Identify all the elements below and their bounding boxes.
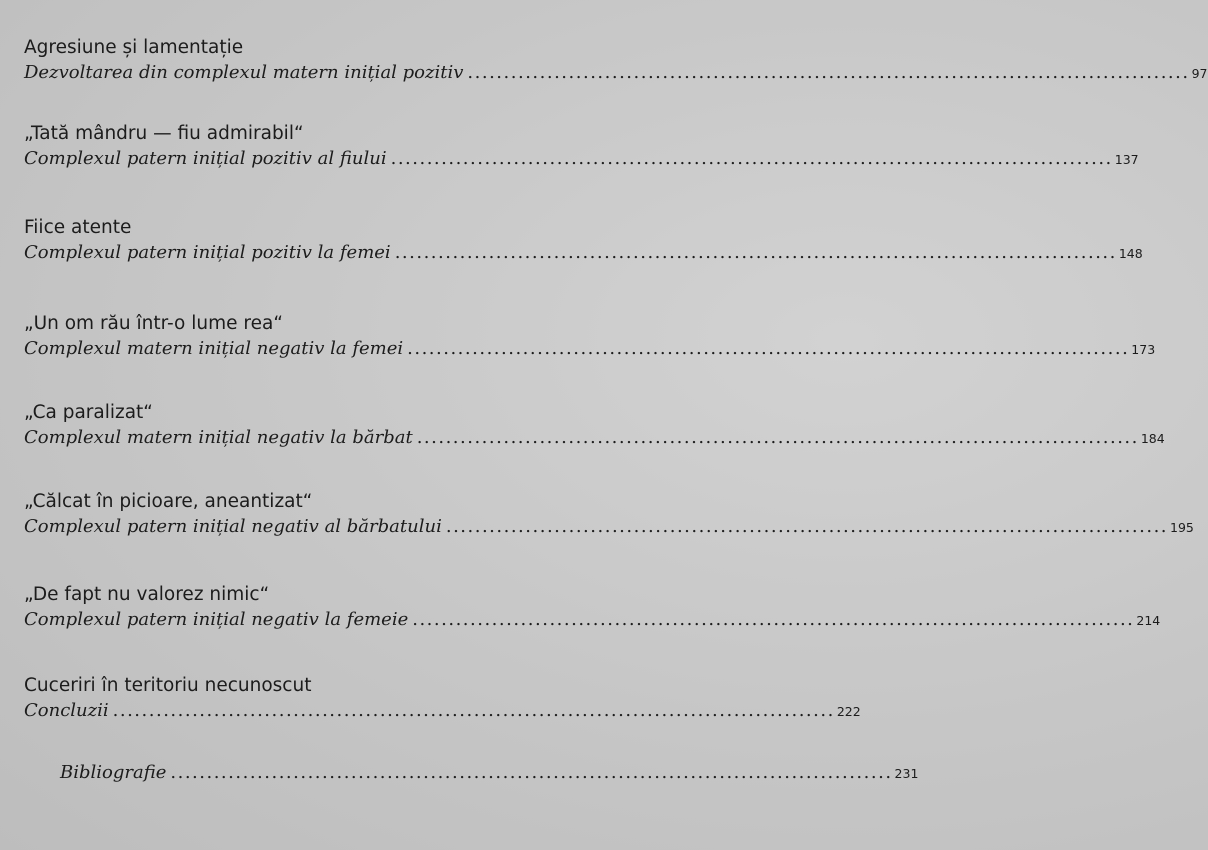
chapter-subtitle: Complexul matern inițial negativ la femei [24,338,404,359]
chapter-title: Agresiune și lamentație [24,37,244,58]
dot-leader: .................................................................................................... [412,609,1135,630]
chapter-subtitle-line [24,426,1165,451]
page-number: 137 [1114,152,1139,167]
toc-entry-proud-father [24,122,1139,172]
dot-leader: .................................................................................................... [467,62,1190,83]
chapter-subtitle-line [24,147,1139,172]
dot-leader: .................................................................................................... [394,242,1117,263]
chapter-title: Cuceriri în teritoriu necunoscut [24,675,312,696]
page-number: 195 [1170,520,1194,535]
chapter-subtitle-line [24,241,1143,266]
chapter-subtitle: Concluzii [24,700,109,721]
chapter-title: „Călcat în picioare, aneantizat“ [24,491,313,512]
chapter-subtitle-line [24,337,1156,362]
chapter-title: „De fapt nu valorez nimic“ [24,584,270,605]
chapter-title: „Tată mândru — fiu admirabil“ [24,123,304,144]
chapter-subtitle-line [24,608,1161,633]
chapter-subtitle: Complexul patern inițial pozitiv al fiului [24,148,387,169]
page-number: 214 [1136,613,1161,628]
toc-entry-aggression [24,36,1208,86]
page-number: 222 [836,704,861,719]
chapter-title: „Un om rău într-o lume rea“ [24,313,283,334]
chapter-title: Fiice atente [24,217,132,238]
chapter-subtitle-line [24,61,1208,86]
toc-entry-bibliography [60,760,919,786]
toc-entry-conquests [24,674,861,724]
dot-leader: .................................................................................................... [390,148,1113,169]
toc-entry-trampled [24,490,1194,540]
toc-entry-paralyzed [24,401,1165,451]
chapter-title: „Ca paralizat“ [24,402,153,423]
page-number: 148 [1118,246,1143,261]
chapter-subtitle: Complexul patern inițial pozitiv la femei [24,242,391,263]
dot-leader: .................................................................................................... [112,700,835,721]
dot-leader: .................................................................................................... [416,427,1139,448]
chapter-subtitle: Complexul patern inițial negativ la femeie [24,609,409,630]
page-number: 184 [1140,431,1165,446]
toc-entry-worthless [24,583,1161,633]
dot-leader: .................................................................................................... [170,762,893,783]
bibliography-line [60,761,919,786]
page-number: 173 [1131,342,1156,357]
toc-entry-attentive-daughters [24,216,1143,266]
dot-leader: .................................................................................................... [445,516,1169,537]
bibliography-label: Bibliografie [60,762,167,783]
dot-leader: .................................................................................................... [407,338,1130,359]
chapter-subtitle: Complexul patern inițial negativ al bărbatului [24,516,442,537]
page-number: 231 [894,766,919,781]
chapter-subtitle-line [24,515,1194,540]
page-number: 97 [1191,66,1208,81]
chapter-subtitle: Complexul matern inițial negativ la bărbat [24,427,413,448]
chapter-subtitle-line [24,699,861,724]
toc-entry-bad-man [24,312,1156,362]
chapter-subtitle: Dezvoltarea din complexul matern inițial pozitiv [24,62,464,83]
